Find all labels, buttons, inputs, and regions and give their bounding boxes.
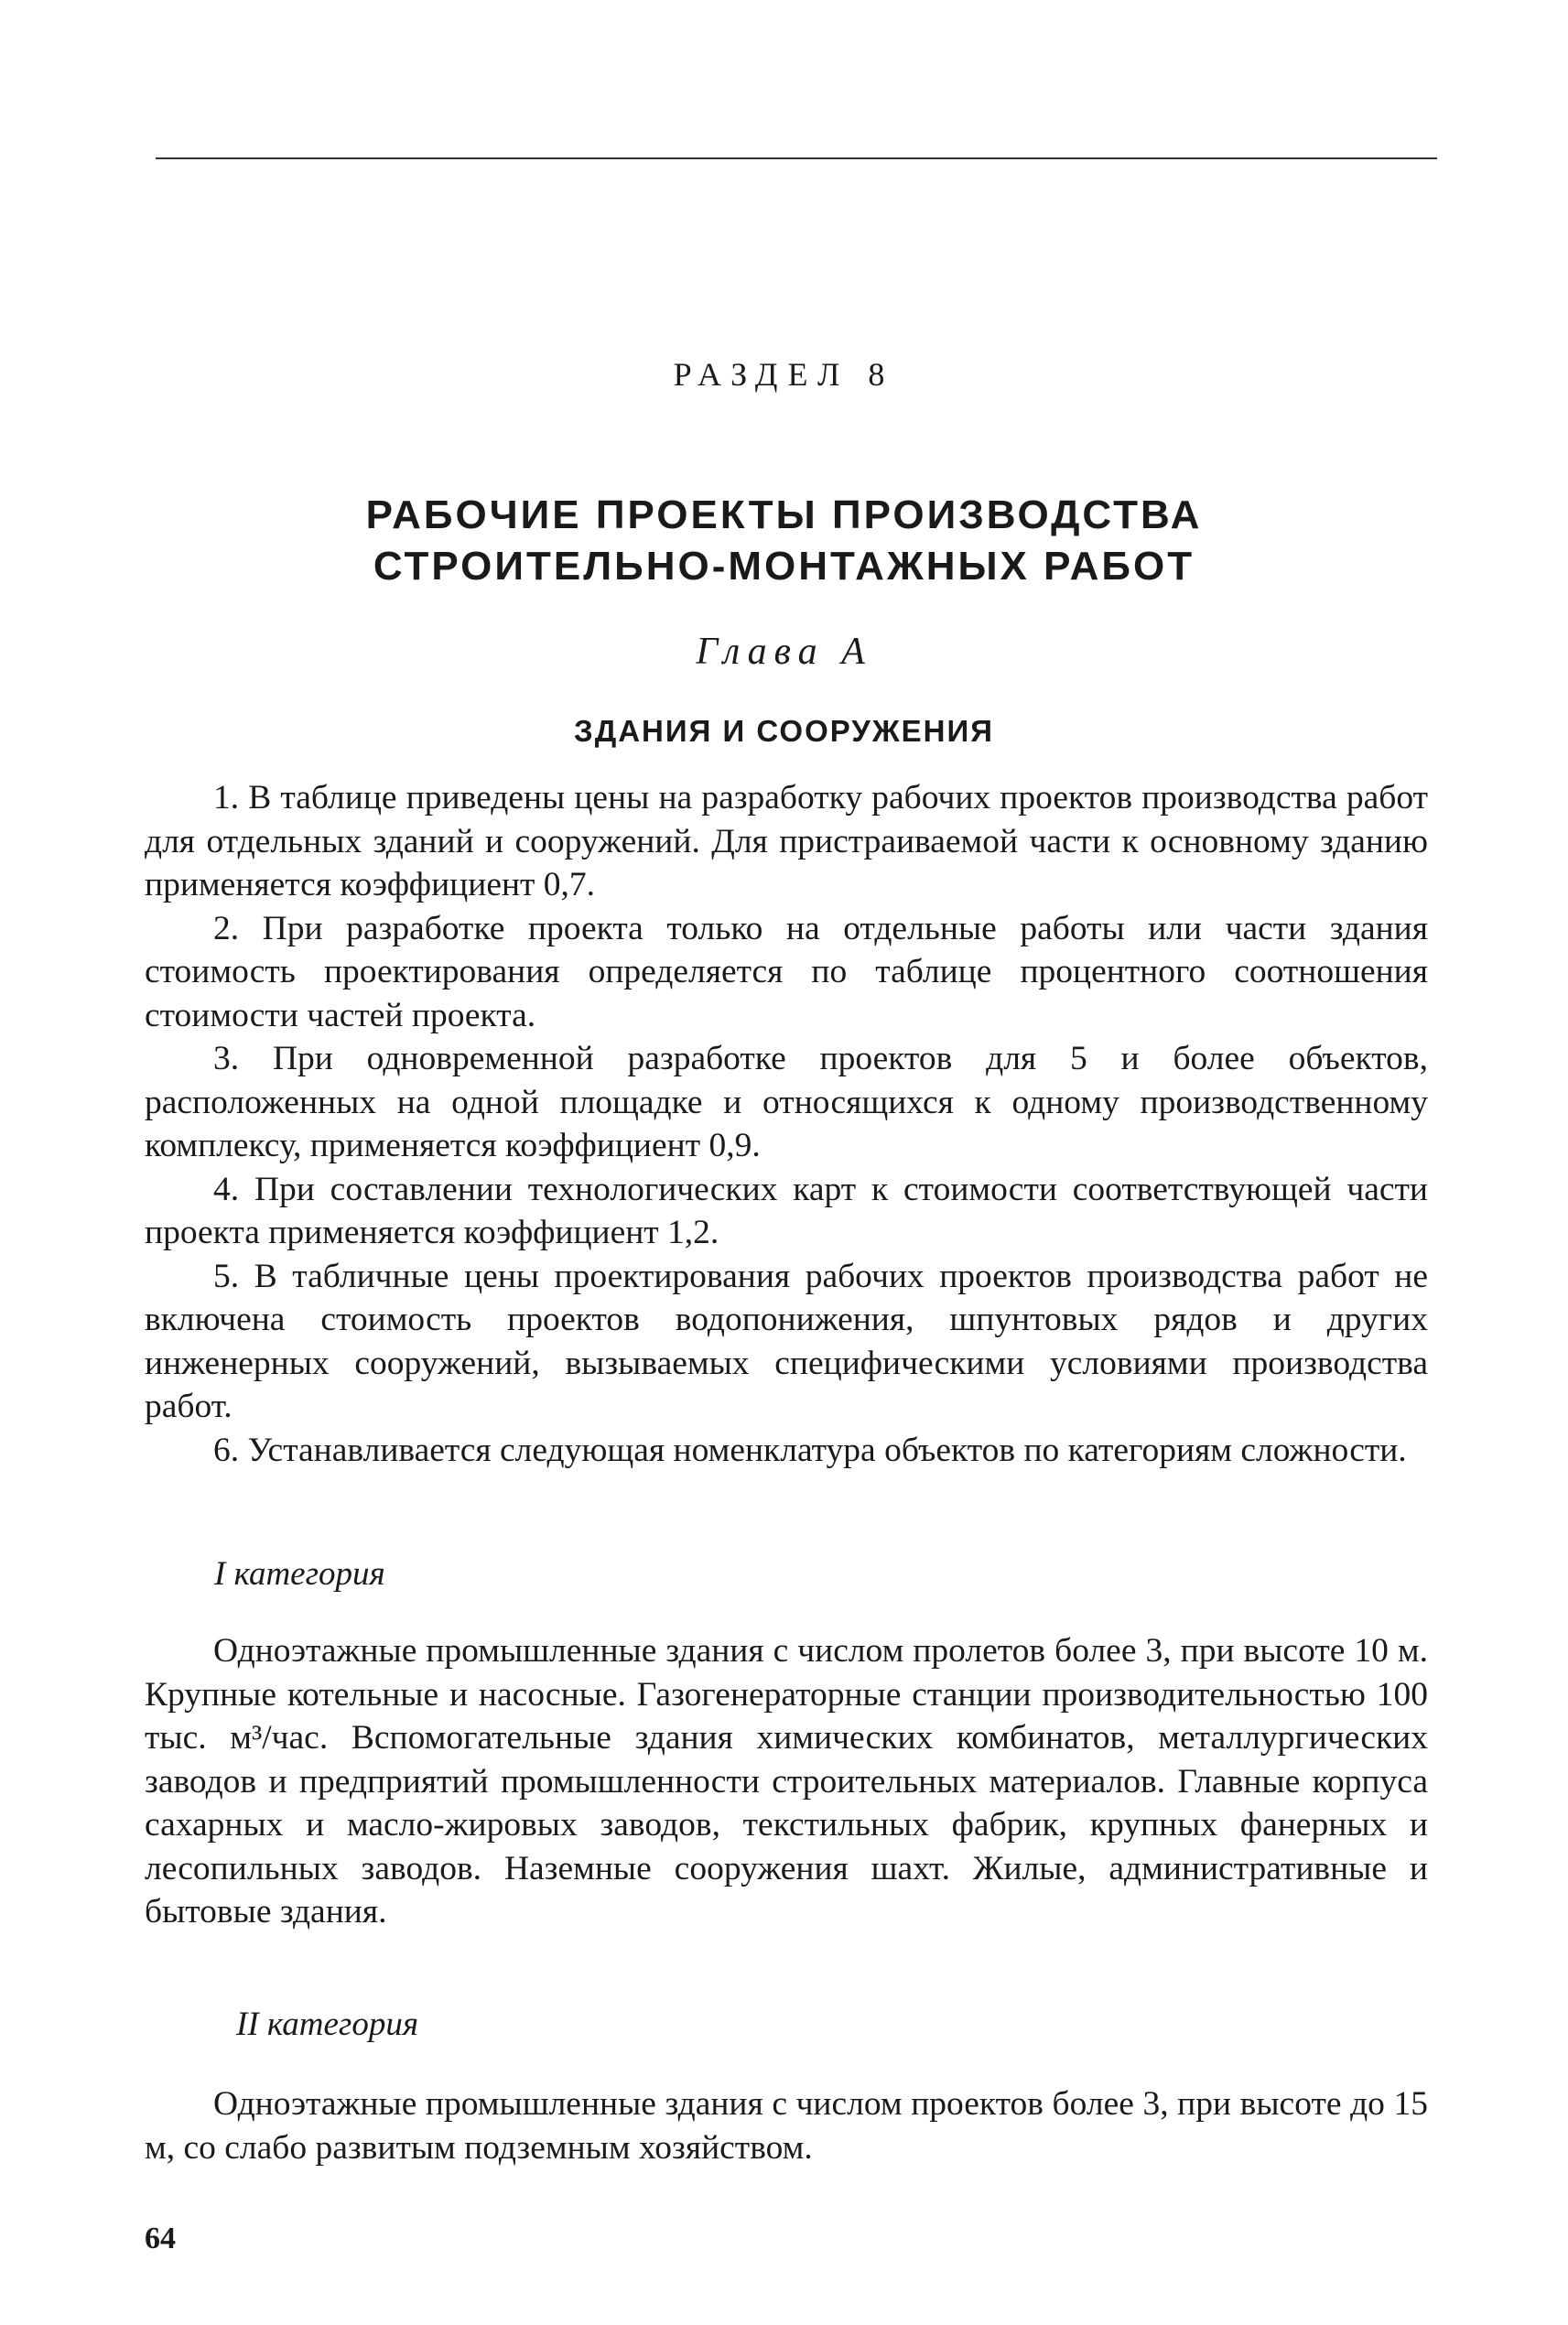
paragraph-5: 5. В табличные цены проектирования рабочих проектов производства работ не включена стоимость проектов водопонижения, шпунтовых рядов и других инженерных сооружений, вызываемых специфическими условиями производства работ. xyxy=(145,1257,1428,1425)
paragraph-4: 4. При составлении технологических карт к стоимости соответствующей части проекта применяется коэффициент 1,2. xyxy=(145,1170,1428,1251)
category-2-text-block xyxy=(145,2082,1428,2169)
category-1-heading: I категория xyxy=(214,1555,385,1593)
category-1-text: Одноэтажные промышленные здания с числом пролетов более 3, при высоте 10 м. Крупные котельные и насосные. Газогенераторные станции производительностью 100 тыс. м³/час. Вспомогательные здания химических комбинатов, металлургических заводов и предприятий промышленности строительных материалов. Главные корпуса сахарных и масло-жировых заводов, текстильных фабрик, крупных фанерных и лесопильных заводов. Наземные сооружения шахт. Жилые, административные и бытовые здания. xyxy=(145,1632,1428,1930)
paragraph-6: 6. Устанавливается следующая номенклатура объектов по категориям сложности. xyxy=(213,1431,1407,1469)
numbered-paragraphs xyxy=(145,776,1428,1472)
section-title-line-1: РАБОЧИЕ ПРОЕКТЫ ПРОИЗВОДСТВА xyxy=(365,492,1203,537)
category-1-text-block xyxy=(145,1629,1428,1934)
page-number: 64 xyxy=(145,2222,176,2255)
category-2-text: Одноэтажные промышленные здания с числом проектов более 3, при высоте до 15 м, со слабо развитым подземным хозяйством. xyxy=(145,2085,1428,2167)
paragraph-2: 2. При разработке проекта только на отдельные работы или части здания стоимость проектирования определяется по таблице процентного соотношения стоимости частей проекта. xyxy=(145,909,1428,1034)
top-rule xyxy=(156,157,1437,159)
chapter-subtitle: ЗДАНИЯ И СООРУЖЕНИЯ xyxy=(574,714,994,748)
section-label: РАЗДЕЛ 8 xyxy=(673,356,895,393)
category-2-heading: II категория xyxy=(236,2006,419,2043)
section-title xyxy=(0,490,1568,592)
section-title-line-2: СТРОИТЕЛЬНО-МОНТАЖНЫХ РАБОТ xyxy=(373,544,1195,589)
paragraph-1: 1. В таблице приведены цены на разработку рабочих проектов производства работ для отдельных зданий и сооружений. Для пристраиваемой части к основному зданию применяется коэффициент 0,7. xyxy=(145,779,1428,903)
chapter-heading: Глава А xyxy=(696,631,872,673)
paragraph-3: 3. При одновременной разработке проектов для 5 и более объектов, расположенных на одной площадке и относящихся к одному производственному комплексу, применяется коэффициент 0,9. xyxy=(145,1040,1428,1164)
